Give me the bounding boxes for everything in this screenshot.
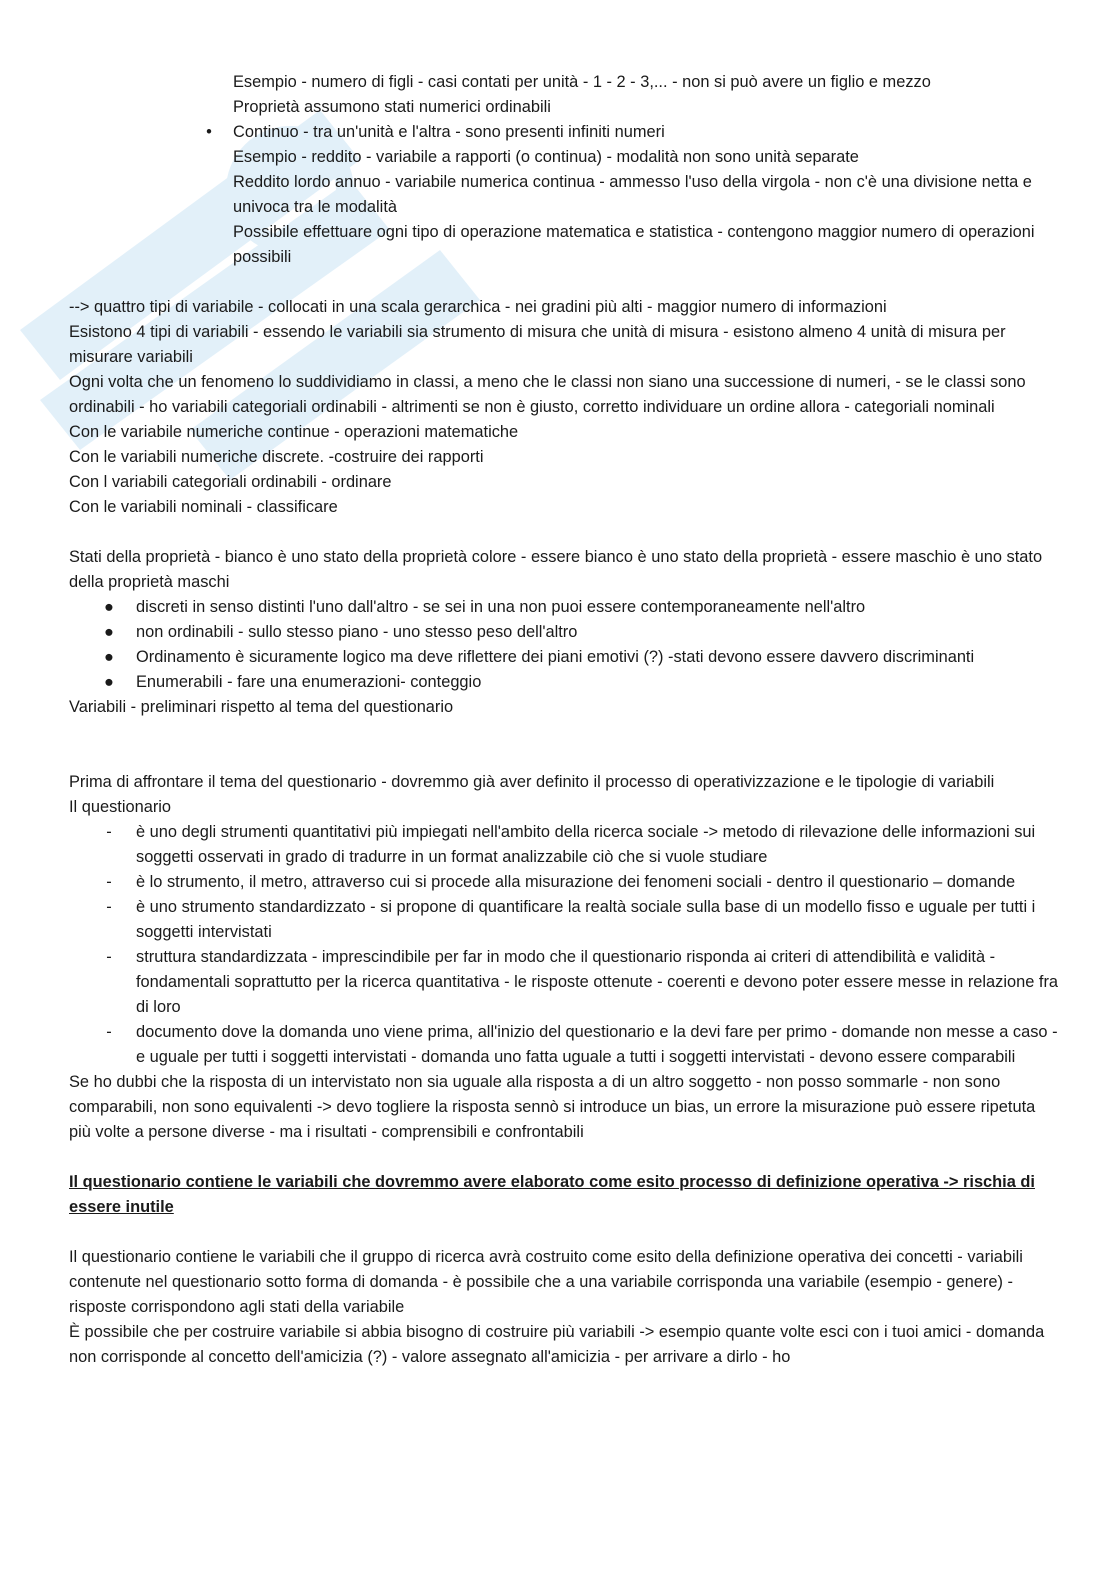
states-intro: Stati della proprietà - bianco è uno stato della proprietà colore - essere bianco è uno stato della proprietà - essere maschio è uno stato della proprietà maschi xyxy=(69,548,1043,591)
continuous-line-3: Reddito lordo annuo - variabile numerica continua - ammesso l'uso della virgola - non c'è una divisione netta e univoca tra le modalità xyxy=(233,173,1032,216)
list-item xyxy=(69,645,1059,670)
dash-icon: - xyxy=(106,823,112,841)
states-item-text: non ordinabili - sullo stesso piano - uno stesso peso dell'altro xyxy=(136,623,578,641)
dash-icon: - xyxy=(106,873,112,891)
list-item xyxy=(69,1020,1059,1070)
section-heading: Il questionario contiene le variabili che dovremmo avere elaborato come esito processo di definizione operativa -> rischia di essere inutile xyxy=(69,1173,1035,1216)
variable-types-section xyxy=(69,295,1059,520)
states-closing: Variabili - preliminari rispetto al tema del questionario xyxy=(69,698,454,716)
questionnaire-item-text: struttura standardizzata - imprescindibile per far in modo che il questionario risponda ai criteri di attendibilità e validità - fondamentali soprattutto per la ricerca quantitativa - le risposte ottenute - coerenti e devono poter essere messe in relazione fra di loro xyxy=(136,948,1059,1016)
continuous-line-2: Esempio - reddito - variabile a rapporti (o continua) - modalità non sono unità separate xyxy=(233,148,859,166)
variables-paragraph-1: Il questionario contiene le variabili che il gruppo di ricerca avrà costruito come esito della definizione operativa dei concetti - variabili contenute nel questionario sotto forma di domanda - è possibile che a una variabile corrisponda una variabile (esempio - genere) - risposte corrispondono agli stati della variabile xyxy=(69,1248,1023,1316)
questionnaire-item-text: è uno strumento standardizzato - si propone di quantificare la realtà sociale sulla base di un modello fisso e uguale per tutti i soggetti intervistati xyxy=(136,898,1036,941)
states-item-text: discreti in senso distinti l'uno dall'altro - se sei in una non puoi essere contemporaneamente nell'altro xyxy=(136,598,866,616)
list-item xyxy=(69,820,1059,870)
types-paragraph-5: Con le variabili numeriche discrete. -costruire dei rapporti xyxy=(69,448,484,466)
property-states-section xyxy=(69,545,1059,720)
types-paragraph-3: Ogni volta che un fenomeno lo suddividiamo in classi, a meno che le classi non siano una successione di numeri, - se le classi sono ordinabili - ho variabili categoriali ordinabili - altrimenti se non è giusto, corretto individuare un ordine allora - categoriali nominali xyxy=(69,373,1026,416)
continuous-line-4: Possibile effettuare ogni tipo di operazione matematica e statistica - contengono maggior numero di operazioni possibili xyxy=(233,223,1035,266)
types-paragraph-4: Con le variabile numeriche continue - operazioni matematiche xyxy=(69,423,519,441)
bullet-dot-icon: ● xyxy=(104,648,114,666)
questionnaire-item-text: è uno degli strumenti quantitativi più impiegati nell'ambito della ricerca sociale -> metodo di rilevazione delle informazioni sui soggetti osservati in grado di tradurre in un format analizzabile ciò che si vuole studiare xyxy=(136,823,1036,866)
types-paragraph-1: --> quattro tipi di variabile - collocati in una scala gerarchica - nei gradini più alti - maggior numero di informazioni xyxy=(69,298,887,316)
types-paragraph-2: Esistono 4 tipi di variabili - essendo le variabili sia strumento di misura che unità di misura - esistono almeno 4 unità di misura per misurare variabili xyxy=(69,323,1006,366)
intro-property-line xyxy=(69,95,1059,120)
intro-block xyxy=(69,70,1059,270)
types-paragraph-7: Con le variabili nominali - classificare xyxy=(69,498,338,516)
dash-icon: - xyxy=(106,948,112,966)
types-paragraph-6: Con l variabili categoriali ordinabili - ordinare xyxy=(69,473,392,491)
list-item xyxy=(69,670,1059,695)
list-item xyxy=(69,895,1059,945)
questionnaire-item-text: documento dove la domanda uno viene prima, all'inizio del questionario e la devi fare per primo - domande non messe a caso - e uguale per tutti i soggetti intervistati - domanda uno fatta uguale a tutti i soggetti intervistati - devono essere comparabili xyxy=(136,1023,1058,1066)
intro-property-text: Proprietà assumono stati numerici ordinabili xyxy=(233,98,551,116)
dash-icon: - xyxy=(106,1023,112,1041)
intro-example-line: Esempio - numero di figli - casi contati per unità - 1 - 2 - 3,... - non si può avere un figlio e mezzo xyxy=(233,73,931,91)
bullet-dot-icon: ● xyxy=(104,673,114,691)
document-body xyxy=(69,70,1059,1370)
list-item xyxy=(69,870,1059,895)
states-item-text: Ordinamento è sicuramente logico ma deve riflettere dei piani emotivi (?) -stati devono essere davvero discriminanti xyxy=(136,648,975,666)
states-item-text: Enumerabili - fare una enumerazioni- conteggio xyxy=(136,673,482,691)
questionnaire-title: Il questionario xyxy=(69,798,172,816)
bullet-dot-icon: ● xyxy=(104,623,114,641)
questionnaire-list xyxy=(69,820,1059,1070)
list-item xyxy=(69,595,1059,620)
bullet-dot-icon: • xyxy=(206,123,212,141)
bullet-dot-icon: ● xyxy=(104,598,114,616)
states-list xyxy=(69,595,1059,695)
variables-paragraph-2: È possibile che per costruire variabile si abbia bisogno di costruire più variabili -> esempio quante volte esci con i tuoi amici - domanda non corrisponde al concetto dell'amicizia (?) - valore assegnato all'amicizia - per arrivare a dirlo - ho xyxy=(69,1323,1045,1366)
questionnaire-item-text: è lo strumento, il metro, attraverso cui si procede alla misurazione dei fenomeni sociali - dentro il questionario – domande xyxy=(136,873,1016,891)
questionnaire-intro: Prima di affrontare il tema del questionario - dovremmo già aver definito il processo di operativizzazione e le tipologie di variabili xyxy=(69,773,995,791)
dash-icon: - xyxy=(106,898,112,916)
questionnaire-section xyxy=(69,770,1059,1145)
variables-section xyxy=(69,1170,1059,1370)
list-item xyxy=(69,620,1059,645)
continuous-bullet xyxy=(69,120,1059,270)
questionnaire-closing: Se ho dubbi che la risposta di un intervistato non sia uguale alla risposta a di un altro soggetto - non posso sommarle - non sono comparabili, non sono equivalenti -> devo togliere la risposta sennò si introduce un bias, un errore la misurazione può essere ripetuta più volte a persone diverse - ma i risultati - comprensibili e confrontabili xyxy=(69,1073,1036,1141)
continuous-line-1: Continuo - tra un'unità e l'altra - sono presenti infiniti numeri xyxy=(233,123,665,141)
list-item xyxy=(69,945,1059,1020)
